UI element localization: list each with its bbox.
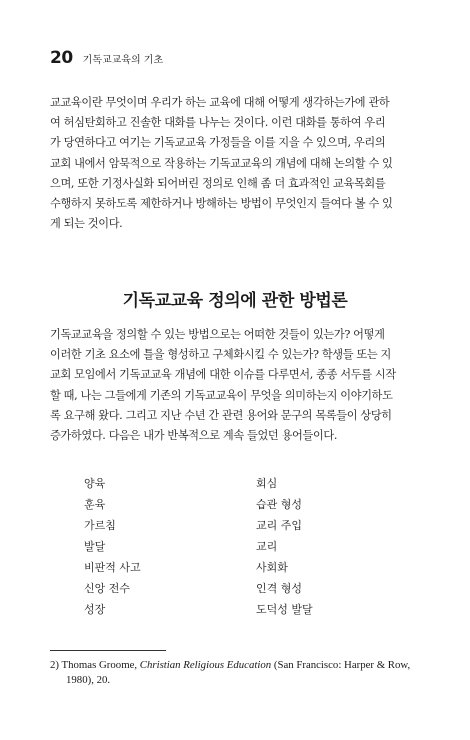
- footnote-divider: [50, 650, 166, 651]
- term-right: 회심: [256, 476, 278, 490]
- footnote-author: Thomas Groome,: [61, 659, 138, 671]
- term-left: 발달: [84, 539, 106, 553]
- term-left: 성장: [84, 602, 106, 616]
- page-header: [50, 48, 163, 68]
- term-left: 양육: [84, 476, 106, 490]
- term-right: 교리: [256, 539, 278, 553]
- body-paragraph-2: 기독교교육을 정의할 수 있는 방법으로는 어떠한 것들이 있는가? 어떻게 이러한 기초 요소에 틀을 형성하고 구체화시킬 수 있는가? 학생들 또는 지 교회 모임에서 기독교교육 개념에 대한 이슈를 다루면서, 종종 서두를 시작 할 때, 나는 그들에게 기존의 기독교교육이 무엇을 의미하는지 이야기하도 록 요구해 왔다. 그리고 지난 수년 간 관련 용어와 문구의 목록들이 상당히 증가하였다. 다음은 내가 반복적으로 계속 들었던 용어들이다.: [50, 328, 396, 443]
- footnote-line-2: 1980), 20.: [66, 674, 111, 686]
- term-right: 습관 형성: [256, 497, 303, 511]
- term-row: [84, 556, 404, 577]
- running-title: 기독교교육의 기초: [82, 55, 164, 66]
- terms-list: [84, 472, 404, 619]
- term-row: [84, 493, 404, 514]
- term-row: [84, 598, 404, 619]
- term-row: [84, 535, 404, 556]
- footnote: [50, 658, 428, 688]
- page-number: 20: [50, 48, 73, 68]
- term-left: 비판적 사고: [84, 560, 141, 574]
- term-right: 도덕성 발달: [256, 602, 313, 616]
- term-row: [84, 577, 404, 598]
- term-left: 신앙 전수: [84, 581, 131, 595]
- section-title: 기독교교육 정의에 관한 방법론: [122, 291, 348, 311]
- footnote-book-title: Christian Religious Education: [139, 659, 272, 671]
- body-paragraph-1: 교교육이란 무엇이며 우리가 하는 교육에 대해 어떻게 생각하는가에 관하 여 허심탄회하고 진솔한 대화를 나누는 것이다. 이런 대화를 통하여 우리 가 당연하다고 여기는 기독교교육 가정들을 이를 지을 수 있으며, 우리의 교회 내에서 암묵적으로 작용하는 기독교교육의 개념에 대해 논의할 수 있 으며, 또한 기정사실화 되어버린 정의로 인해 좀 더 효과적인 교육목회를 수행하지 못하도록 제한하거나 방해하는 방법이 무엇인지 들여다 볼 수 있 게 되는 것이다.: [50, 96, 393, 231]
- term-left: 훈육: [84, 497, 106, 511]
- term-right: 교리 주입: [256, 518, 303, 532]
- footnote-publication: (San Francisco: Harper & Row,: [273, 659, 411, 671]
- term-row: [84, 472, 404, 493]
- footnote-marker: 2): [50, 659, 59, 671]
- term-right: 인격 형성: [256, 581, 303, 595]
- term-left: 가르침: [84, 518, 116, 532]
- footnote-line-1: [50, 658, 428, 673]
- term-right: 사회화: [256, 560, 288, 574]
- term-row: [84, 514, 404, 535]
